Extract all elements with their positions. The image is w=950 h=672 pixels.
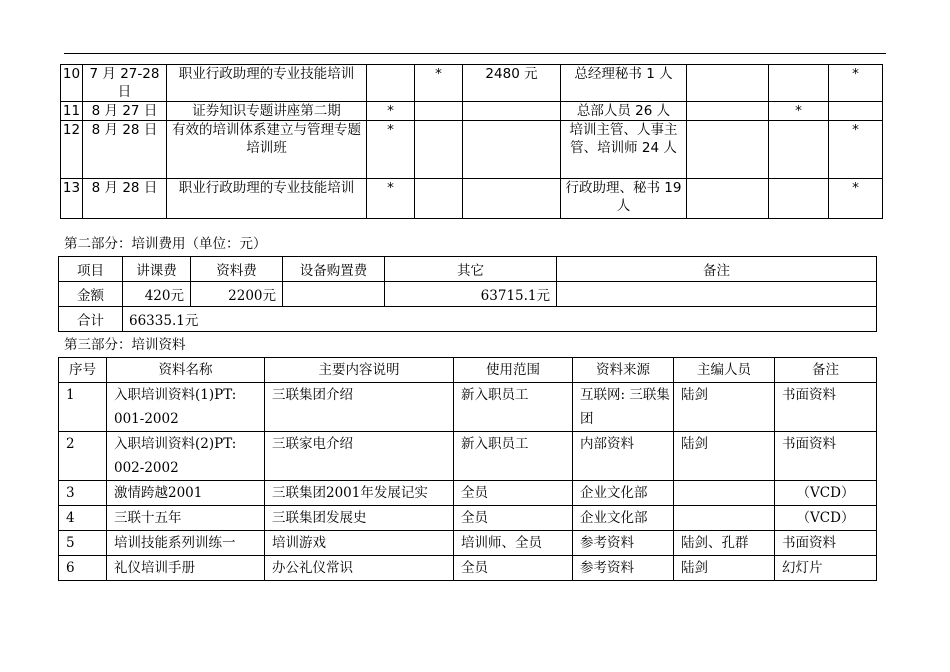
row-mark	[769, 65, 829, 102]
material-editor	[674, 481, 775, 506]
equipment-fee	[283, 282, 385, 307]
training-schedule-table	[60, 64, 883, 219]
row-title: 职业行政助理的专业技能培训	[167, 179, 367, 219]
row-mark	[415, 179, 463, 219]
material-source: 内部资料	[573, 432, 674, 481]
table-row	[59, 383, 877, 432]
row-mark: *	[415, 65, 463, 102]
row-mark: *	[829, 65, 883, 102]
row-fee	[463, 179, 561, 219]
row-mark	[687, 102, 769, 121]
row-no: 11	[61, 102, 83, 121]
other-fee: 63715.1元	[385, 282, 557, 307]
table-row	[59, 531, 877, 556]
material-content: 三联集团介绍	[265, 383, 454, 432]
row-mark: *	[367, 121, 415, 179]
material-no: 6	[59, 556, 107, 581]
fees-header: 项目	[59, 257, 123, 282]
materials-header: 资料名称	[107, 358, 265, 383]
fees-header: 讲课费	[123, 257, 191, 282]
material-source: 参考资料	[573, 556, 674, 581]
material-editor: 陆剑	[674, 383, 775, 432]
row-mark: *	[829, 121, 883, 179]
fees-header: 设备购置费	[283, 257, 385, 282]
row-title: 职业行政助理的专业技能培训	[167, 65, 367, 102]
row-fee	[463, 121, 561, 179]
material-content: 三联集团2001年发展记实	[265, 481, 454, 506]
material-source: 互联网: 三联集团	[573, 383, 674, 432]
row-no: 10	[61, 65, 83, 102]
row-fee	[463, 102, 561, 121]
material-content: 三联集团发展史	[265, 506, 454, 531]
material-source: 企业文化部	[573, 506, 674, 531]
row-mark	[829, 102, 883, 121]
material-name: 三联十五年	[107, 506, 265, 531]
row-mark	[415, 102, 463, 121]
material-remark: 书面资料	[775, 432, 877, 481]
material-no: 2	[59, 432, 107, 481]
row-date: 8 月 28 日	[83, 179, 167, 219]
row-mark	[415, 121, 463, 179]
materials-header: 备注	[775, 358, 877, 383]
material-editor: 陆剑	[674, 556, 775, 581]
row-attendees: 行政助理、秘书 19 人	[561, 179, 687, 219]
material-no: 5	[59, 531, 107, 556]
row-attendees: 总部人员 26 人	[561, 102, 687, 121]
fees-table	[58, 256, 877, 332]
materials-fee: 2200元	[191, 282, 283, 307]
fees-header: 其它	[385, 257, 557, 282]
material-scope: 全员	[454, 556, 573, 581]
material-content: 办公礼仪常识	[265, 556, 454, 581]
row-fee: 2480 元	[463, 65, 561, 102]
row-title: 证券知识专题讲座第二期	[167, 102, 367, 121]
material-content: 三联家电介绍	[265, 432, 454, 481]
material-editor: 陆剑、孔群	[674, 531, 775, 556]
table-row	[59, 556, 877, 581]
row-mark	[687, 65, 769, 102]
row-mark	[687, 179, 769, 219]
material-name: 入职培训资料(1)PT: 001-2002	[107, 383, 265, 432]
row-mark: *	[367, 179, 415, 219]
material-remark: （VCD）	[775, 481, 877, 506]
materials-header: 主要内容说明	[265, 358, 454, 383]
table-row	[59, 257, 877, 282]
table-row	[59, 282, 877, 307]
section2-title: 第二部分：培训费用（单位：元）	[64, 236, 267, 252]
row-date: 8 月 28 日	[83, 121, 167, 179]
materials-table	[58, 357, 877, 581]
material-name: 培训技能系列训练一	[107, 531, 265, 556]
materials-header: 使用范围	[454, 358, 573, 383]
section3-title: 第三部分：培训资料	[64, 337, 186, 353]
row-mark: *	[829, 179, 883, 219]
material-no: 3	[59, 481, 107, 506]
material-remark: 书面资料	[775, 383, 877, 432]
header-rule	[64, 53, 886, 54]
table-row	[59, 358, 877, 383]
material-scope: 全员	[454, 506, 573, 531]
material-name: 入职培训资料(2)PT: 002-2002	[107, 432, 265, 481]
material-name: 礼仪培训手册	[107, 556, 265, 581]
materials-header: 资料来源	[573, 358, 674, 383]
material-scope: 新入职员工	[454, 432, 573, 481]
total-amount: 66335.1元	[123, 307, 877, 332]
lecture-fee: 420元	[123, 282, 191, 307]
total-label: 合计	[59, 307, 123, 332]
table-row	[61, 121, 883, 179]
material-editor: 陆剑	[674, 432, 775, 481]
row-no: 12	[61, 121, 83, 179]
table-row	[61, 65, 883, 102]
fees-header: 备注	[557, 257, 877, 282]
material-editor	[674, 506, 775, 531]
material-scope: 新入职员工	[454, 383, 573, 432]
row-mark	[769, 121, 829, 179]
material-scope: 全员	[454, 481, 573, 506]
fees-remark	[557, 282, 877, 307]
amount-label: 金额	[59, 282, 123, 307]
material-scope: 培训师、全员	[454, 531, 573, 556]
row-date: 7 月 27-28 日	[83, 65, 167, 102]
row-mark	[769, 179, 829, 219]
row-date: 8 月 27 日	[83, 102, 167, 121]
materials-header: 主编人员	[674, 358, 775, 383]
row-title: 有效的培训体系建立与管理专题培训班	[167, 121, 367, 179]
material-remark: 幻灯片	[775, 556, 877, 581]
material-no: 4	[59, 506, 107, 531]
material-source: 企业文化部	[573, 481, 674, 506]
fees-header: 资料费	[191, 257, 283, 282]
table-row	[61, 179, 883, 219]
table-row	[59, 307, 877, 332]
row-attendees: 培训主管、人事主管、培训师 24 人	[561, 121, 687, 179]
table-row	[59, 432, 877, 481]
material-name: 激情跨越2001	[107, 481, 265, 506]
table-row	[59, 481, 877, 506]
table-row	[59, 506, 877, 531]
material-content: 培训游戏	[265, 531, 454, 556]
row-mark	[367, 65, 415, 102]
row-mark: *	[367, 102, 415, 121]
row-mark: *	[769, 102, 829, 121]
table-row	[61, 102, 883, 121]
material-remark: 书面资料	[775, 531, 877, 556]
row-attendees: 总经理秘书 1 人	[561, 65, 687, 102]
materials-header: 序号	[59, 358, 107, 383]
row-no: 13	[61, 179, 83, 219]
row-mark	[687, 121, 769, 179]
material-no: 1	[59, 383, 107, 432]
material-remark: （VCD）	[775, 506, 877, 531]
material-source: 参考资料	[573, 531, 674, 556]
